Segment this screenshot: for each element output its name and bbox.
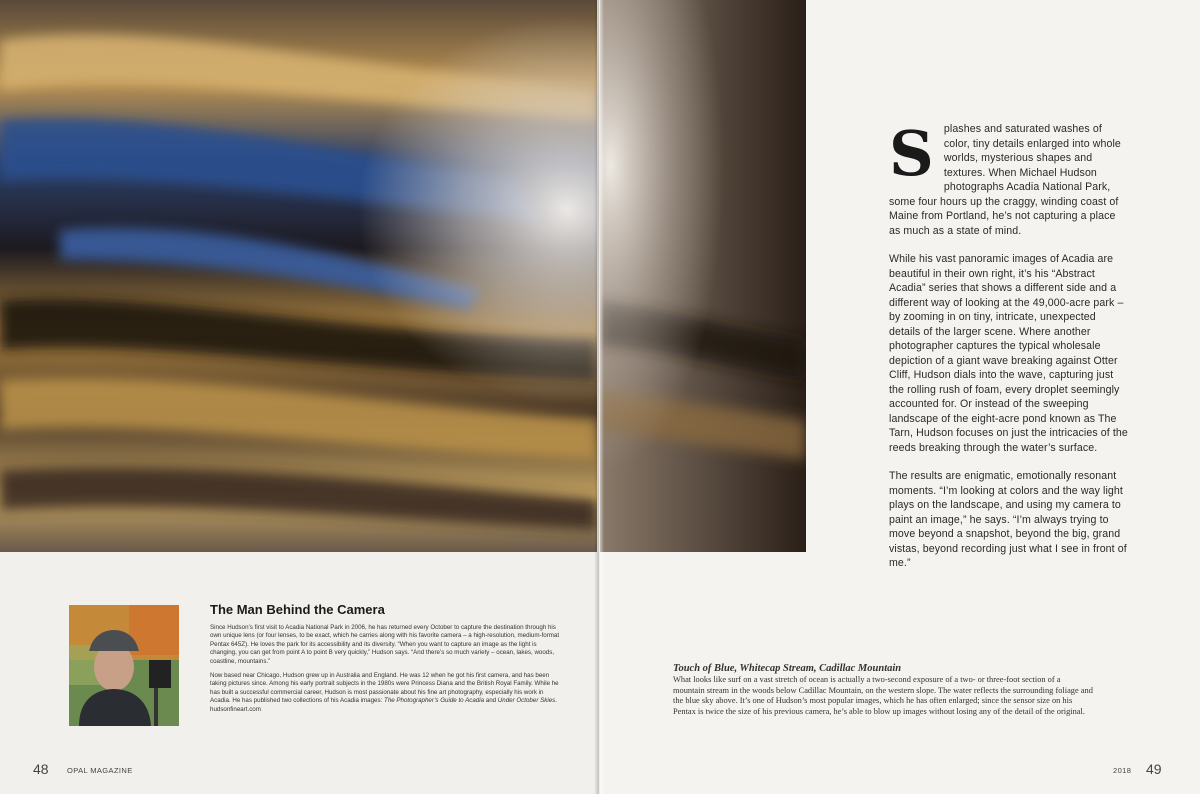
drop-cap: S [889,117,934,190]
article-paragraph: While his vast panoramic images of Acadia are beautiful in their own right, it’s his “Abstract Acadia” series that shows a different side and a different way of looking at the 49,000-acre park – by zooming in on tiny, intricate, unexpected details of the larger scene. Where another photographer captures the typical wholesale depiction of a giant wave breaking against Otter Cliff, Hudson dials into the wave, capturing just the rolling rush of foam, every droplet seemingly accounted for. Or instead of the sweeping landscape of the eight-acre pond known as The Tarn, Hudson focuses on just the intricacies of the reeds breaking through the water’s surface. [889,253,1128,454]
caption-body: What looks like surf on a vast stretch of ocean is actually a two-second exposure of a two- or three-foot section of a mountain stream in the woods below Cadillac Mountain, on the western slope. The water reflects the surrounding foliage and the blue sky above. It’s one of Hudson’s most popular images, which he has often enlarged; since the sensor size on his Pentax is twice the size of his previous camera, he’s able to blow up images without losing any of the detail of the original. [673,675,1093,716]
photo-caption [673,662,1093,717]
stream-photo-left [0,0,597,552]
article-body [889,117,1129,585]
sidebar-website: . hudsonfineart.com [210,697,557,713]
sidebar-paragraph [210,672,560,714]
article-paragraph: The results are enigmatic, emotionally resonant moments. “I’m looking at colors and the way light plays on the landscape, and using my camera to paint an image,” he says. “I’m always trying to move beyond a snapshot, beyond the big, grand vistas, beyond recording just what I see in front of me.” [889,470,1127,569]
sidebar-paragraph: Since Hudson’s first visit to Acadia National Park in 2006, he has returned every October to capture the destination through his own unique lens (or four lenses, to be exact, which he carries along with his favorite camera – a high-resolution, medium-format Pentax 645Z). He loves the park for its accessibility and its diversity. “When you want to capture an image as the light is changing, you can get from point A to point B very quickly,” Hudson says. “And there’s so much variety – ocean, lakes, woods, coastline, mountains.” [210,624,560,665]
page-number-right: 49 [1146,761,1162,777]
book-title: Under October Skies [497,697,556,705]
page-number-left: 48 [33,761,49,777]
issue-year: 2018 [1113,766,1132,775]
page-gutter [594,0,604,794]
photographer-portrait [69,605,179,726]
sidebar-text-run: Now based near Chicago, Hudson grew up in Australia and England. He was 12 when he got his first camera, and has been taking pictures since. Among his early portrait subjects in the 1980s were Princess Diana and the British Royal Family. While he has built a successful commercial career, Hudson is most passionate about his fine art photography, especially his work in Acadia. He has published two collections of his Acadia images: [210,672,559,705]
magazine-name: OPAL MAGAZINE [67,766,133,775]
sidebar-title: The Man Behind the Camera [210,602,385,617]
sidebar-text [210,624,560,720]
article-intro: plashes and saturated washes of color, tiny details enlarged into whole worlds, mysterious shapes and textures. When Michael Hudson photographs Acadia National Park, some four hours up the craggy, winding coast of Maine from Portland, he’s not capturing a place as much as a state of mind. [889,123,1121,237]
sidebar-text-run: and [484,697,498,705]
caption-title: Touch of Blue, Whitecap Stream, Cadillac Mountain [673,663,902,674]
book-title: The Photographer’s Guide to Acadia [384,697,485,705]
stream-photo-right [600,0,806,552]
